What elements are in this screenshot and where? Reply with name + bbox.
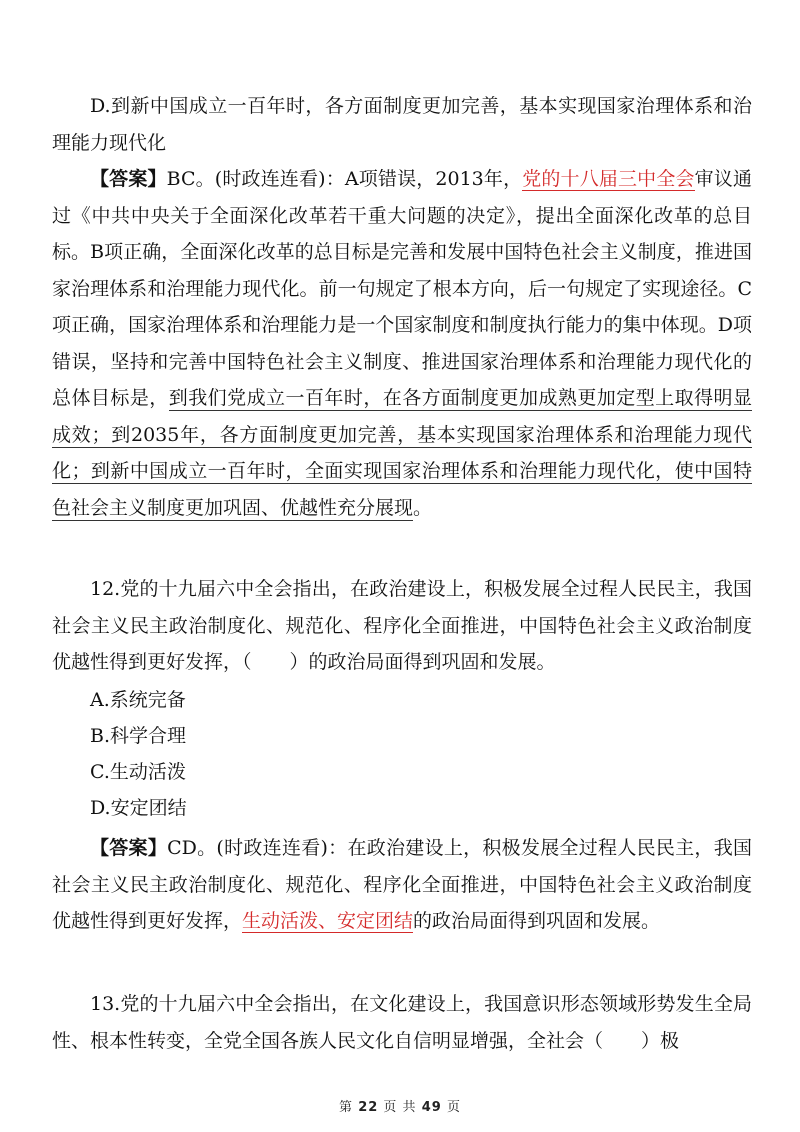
q12-option-a: A.系统完备 (90, 689, 186, 711)
q12-option-c: C.生动活泼 (90, 761, 186, 783)
q11-option-d: D.到新中国成立一百年时，各方面制度更加完善，基本实现国家治理体系和治理能力现代化 (52, 95, 752, 154)
underlined-text: 到我们党成立一百年时，在各方面制度更加成熟更加定型上取得明显成效；到2035年，各方面制度更加完善，基本实现国家治理体系和治理能力现代化；到新中国成立一百年时，全面实现国家治理体系和治理能力现代化，使中国特色社会主义制度更加巩固、优越性充分展现 (52, 387, 752, 519)
q13-stem: 13.党的十九届六中全会指出，在文化建设上，我国意识形态领域形势发生全局性、根本性转变，全党全国各族人民文化自信明显增强，全社会（ ）极 (52, 993, 752, 1052)
footer-mid: 页 共 (383, 1100, 417, 1115)
q12-option-b: B.科学合理 (90, 725, 187, 747)
footer-pre: 第 (339, 1100, 354, 1115)
q12-option-d: D.安定团结 (90, 797, 187, 819)
q12-stem: 12.党的十九届六中全会指出，在政治建设上，积极发展全过程人民民主，我国社会主义民主政治制度化、规范化、程序化全面推进，中国特色社会主义政治制度优越性得到更好发挥，（ ）的政治局面得到巩固和发展。 (52, 578, 752, 673)
answer-tag: 【答案】 (90, 837, 168, 859)
page-footer (0, 1096, 800, 1115)
answer-text: 审议通过《中共中央关于全面深化改革若干重大问题的决定》，提出全面深化改革的总目标。B项正确，全面深化改革的总目标是完善和发展中国特色社会主义制度，推进国家治理体系和治理能力现代化。前一句规定了根本方向，后一句规定了实现途径。C项正确，国家治理体系和治理能力是一个国家制度和制度执行能力的集中体现。D项错误，坚持和完善中国特色社会主义制度、推进国家治理体系和治理能力现代化的总体目标是， (52, 168, 752, 409)
q11-answer (52, 161, 752, 526)
page-total: 49 (421, 1100, 442, 1115)
footer-post: 页 (446, 1100, 461, 1115)
answer-text: CD。(时政连连看)：在政治建设上，积极发展全过程人民民主，我国社会主义民主政治制度化、规范化、程序化全面推进，中国特色社会主义政治制度优越性得到更好发挥， (52, 837, 752, 932)
answer-tag: 【答案】 (90, 168, 167, 190)
answer-end: 。 (413, 496, 433, 519)
highlight-red: 党的十八届三中全会 (522, 168, 695, 190)
q12-answer (52, 830, 752, 940)
answer-text: 的政治局面得到巩固和发展。 (413, 910, 661, 932)
answer-text: BC。(时政连连看)：A项错误，2013年， (166, 168, 523, 190)
page-number: 22 (358, 1100, 379, 1115)
highlight-red: 生动活泼、安定团结 (242, 910, 414, 932)
